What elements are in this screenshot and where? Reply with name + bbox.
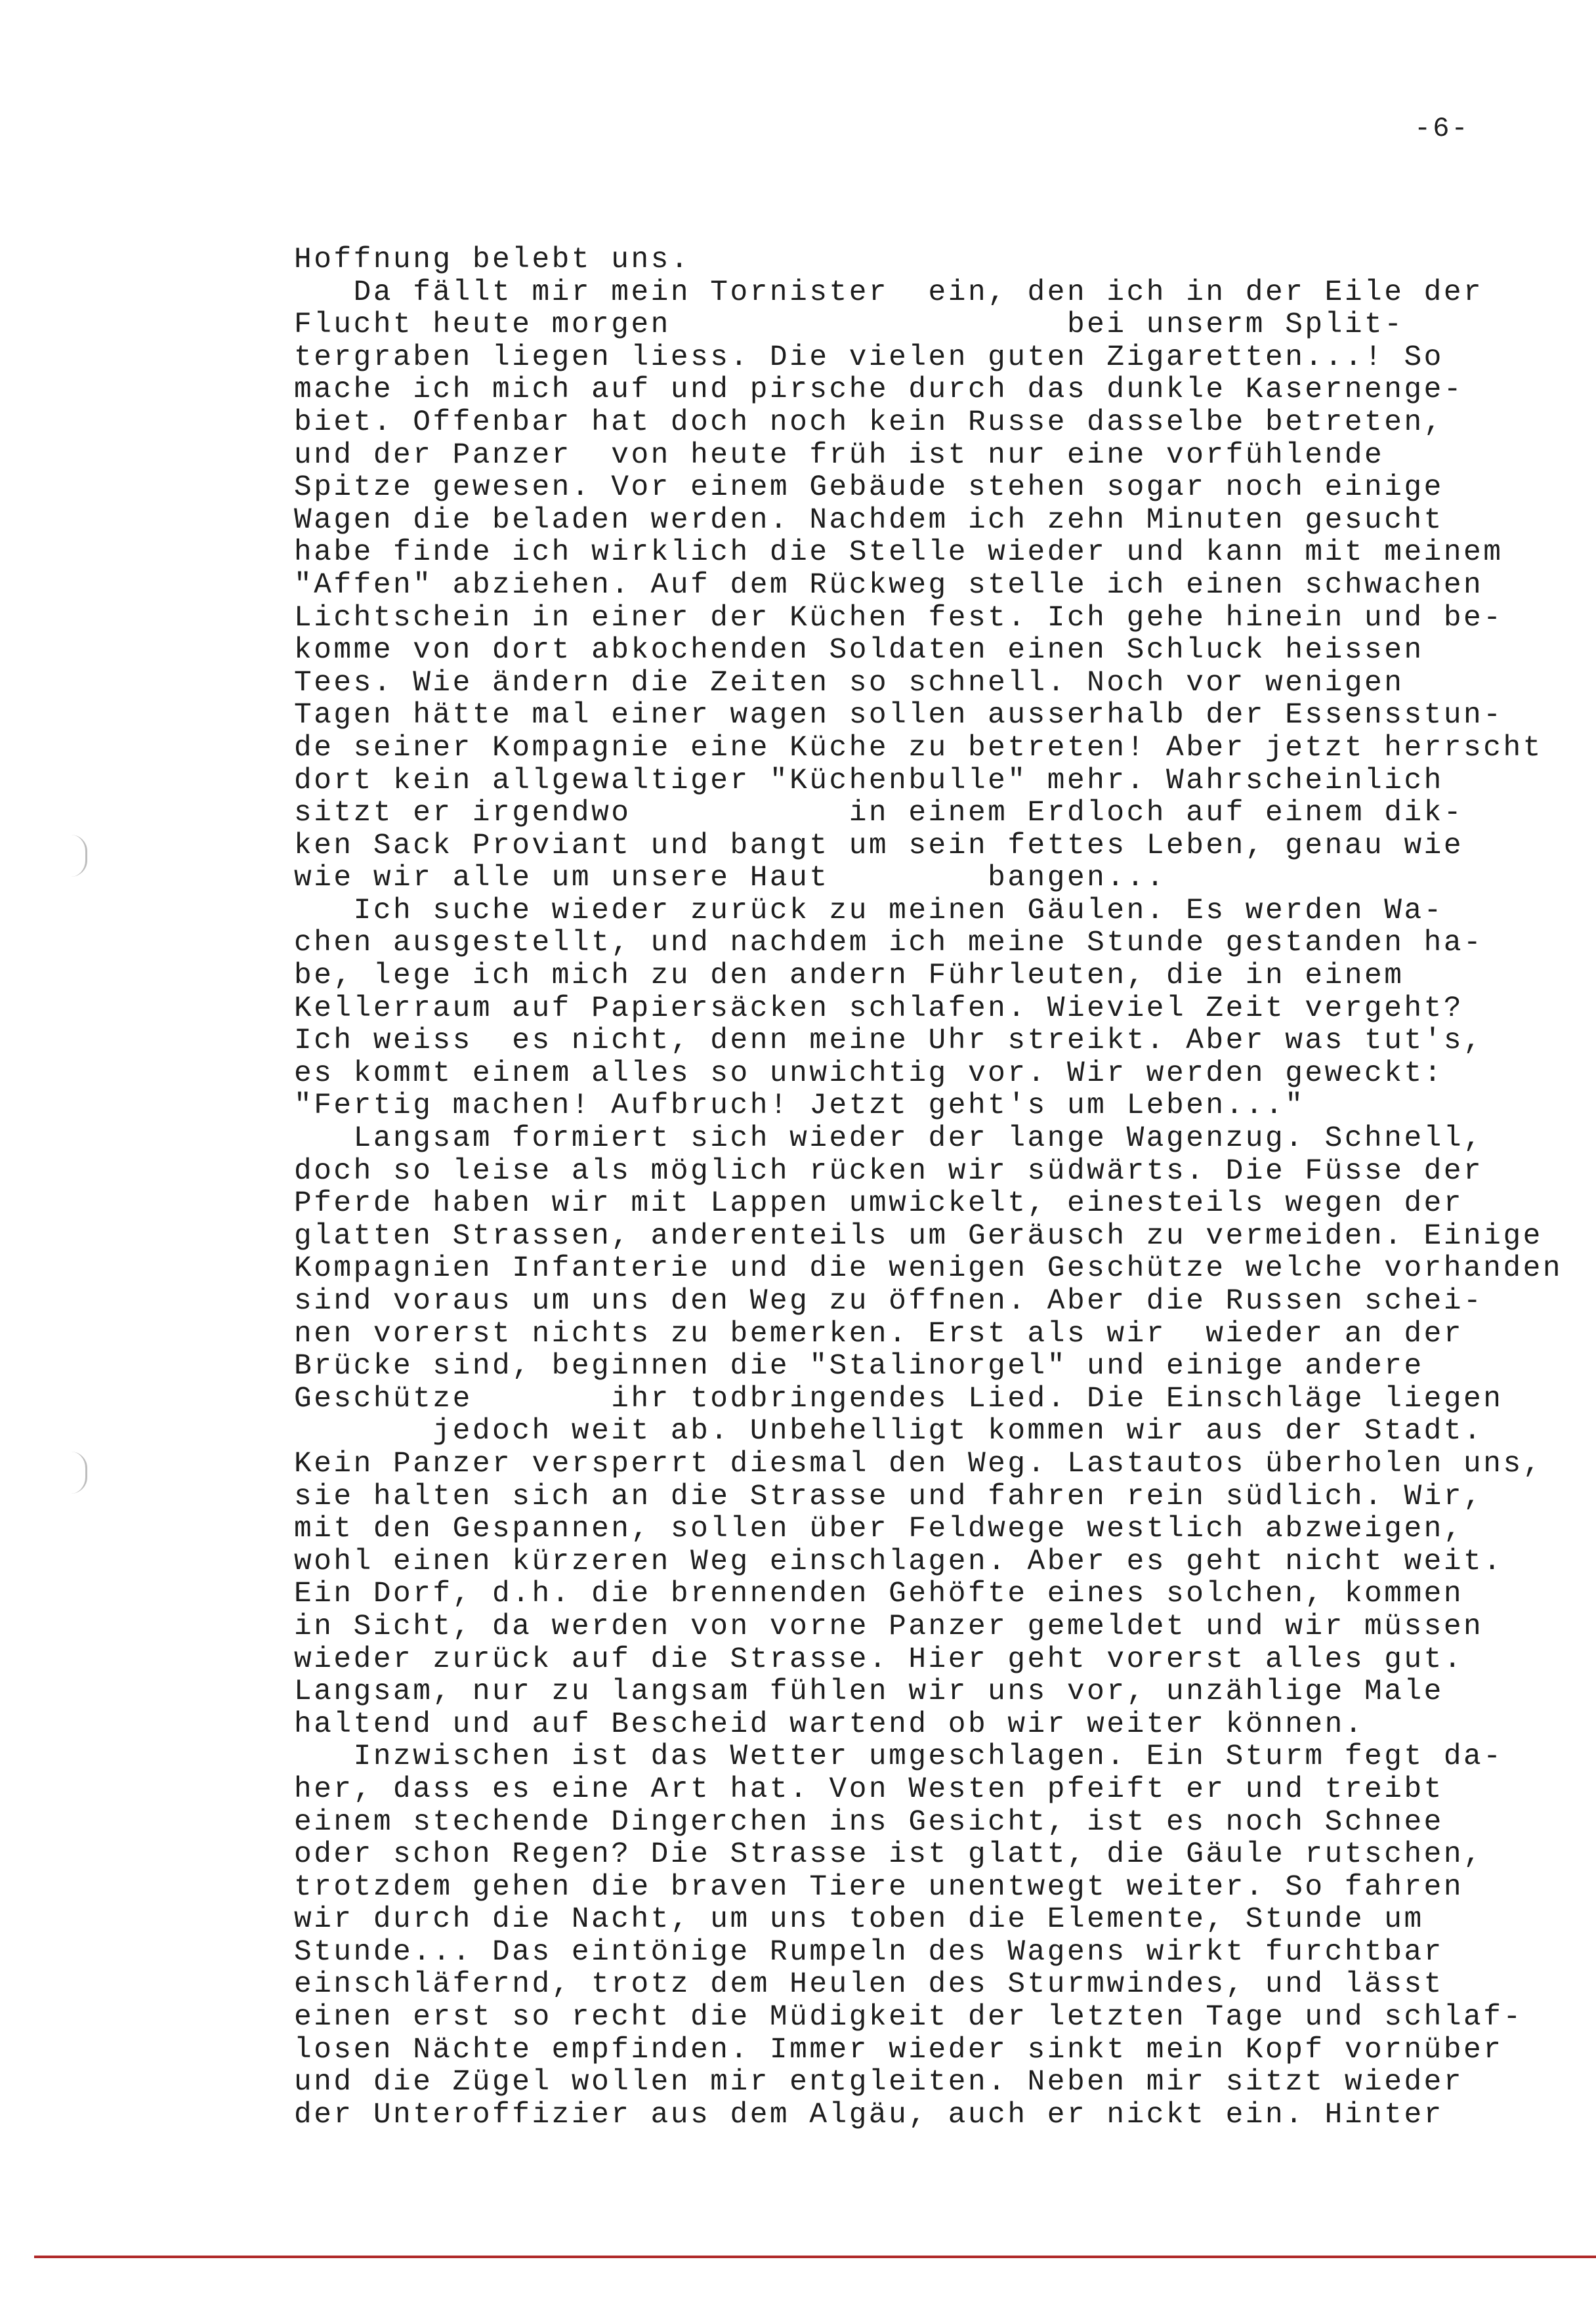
text-line: sie halten sich an die Strasse und fahren rein südlich. Wir, (294, 1480, 1484, 1513)
text-line: glatten Strassen, anderenteils um Geräusch zu vermeiden. Einige (294, 1219, 1543, 1253)
text-line: Stunde... Das eintönige Rumpeln des Wagens wirkt furchtbar (294, 1935, 1444, 1969)
text-line: Spitze gewesen. Vor einem Gebäude stehen sogar noch einige (294, 471, 1444, 505)
text-line: be, lege ich mich zu den andern Führleuten, die in einem (294, 959, 1404, 993)
text-line: wohl einen kürzeren Weg einschlagen. Aber es geht nicht weit. (294, 1545, 1503, 1578)
text-line: biet. Offenbar hat doch noch kein Russe dasselbe betreten, (294, 406, 1444, 439)
punch-hole-mark (71, 835, 87, 877)
text-line: Ich suche wieder zurück zu meinen Gäulen. Es werden Wa- (294, 894, 1444, 927)
typewritten-page-text (294, 243, 1563, 2132)
footer-rule (34, 2256, 1596, 2258)
text-line: "Fertig machen! Aufbruch! Jetzt geht's um Leben..." (294, 1089, 1305, 1123)
text-line: Ich weiss es nicht, denn meine Uhr streikt. Aber was tut's, (294, 1024, 1484, 1058)
text-line: wir durch die Nacht, um uns toben die Elemente, Stunde um (294, 1903, 1424, 1937)
text-line: wieder zurück auf die Strasse. Hier geht vorerst alles gut. (294, 1643, 1464, 1676)
text-line: Hoffnung belebt uns. (294, 243, 691, 276)
text-line: der Unteroffizier aus dem Algäu, auch er nickt ein. Hinter (294, 2098, 1444, 2132)
text-line: komme von dort abkochenden Soldaten einen Schluck heissen (294, 634, 1424, 667)
text-line: Wagen die beladen werden. Nachdem ich zehn Minuten gesucht (294, 503, 1444, 537)
text-line: Ein Dorf, d.h. die brennenden Gehöfte eines solchen, kommen (294, 1578, 1464, 1611)
text-line: nen vorerst nichts zu bemerken. Erst als wir wieder an der (294, 1317, 1464, 1351)
text-line: mit den Gespannen, sollen über Feldwege westlich abzweigen, (294, 1513, 1464, 1546)
text-line: Flucht heute morgen bei unserm Split- (294, 308, 1404, 342)
text-line: Kompagnien Infanterie und die wenigen Geschütze welche vorhanden (294, 1252, 1563, 1286)
text-line: Inzwischen ist das Wetter umgeschlagen. Ein Sturm fegt da- (294, 1740, 1503, 1774)
text-line: "Affen" abziehen. Auf dem Rückweg stelle ich einen schwachen (294, 568, 1484, 602)
text-line: trotzdem gehen die braven Tiere unentwegt weiter. So fahren (294, 1870, 1464, 1904)
text-line: de seiner Kompagnie eine Küche zu betreten! Aber jetzt herrscht (294, 731, 1543, 765)
text-line: sitzt er irgendwo in einem Erdloch auf einem dik- (294, 797, 1464, 830)
text-line: Kellerraum auf Papiersäcken schlafen. Wieviel Zeit vergeht? (294, 992, 1464, 1025)
text-line: tergraben liegen liess. Die vielen guten Zigaretten...! So (294, 341, 1444, 374)
text-line: dort kein allgewaltiger "Küchenbulle" mehr. Wahrscheinlich (294, 764, 1444, 797)
text-line: einem stechende Dingerchen ins Gesicht, ist es noch Schnee (294, 1805, 1444, 1839)
text-line: sind voraus um uns den Weg zu öffnen. Aber die Russen schei- (294, 1285, 1484, 1318)
text-line: ken Sack Proviant und bangt um sein fettes Leben, genau wie (294, 829, 1464, 862)
text-line: Tees. Wie ändern die Zeiten so schnell. Noch vor wenigen (294, 666, 1404, 700)
text-line: in Sicht, da werden von vorne Panzer gemeldet und wir müssen (294, 1610, 1484, 1643)
text-line: Geschütze ihr todbringendes Lied. Die Einschläge liegen (294, 1382, 1503, 1416)
text-line: Pferde haben wir mit Lappen umwickelt, einesteils wegen der (294, 1187, 1464, 1221)
text-line: Brücke sind, beginnen die "Stalinorgel" und einige andere (294, 1350, 1424, 1383)
text-line: wie wir alle um unsere Haut bangen... (294, 862, 1166, 895)
text-line: losen Nächte empfinden. Immer wieder sinkt mein Kopf vornüber (294, 2033, 1503, 2067)
text-line: her, dass es eine Art hat. Von Westen pfeift er und treibt (294, 1773, 1444, 1806)
text-line: Kein Panzer versperrt diesmal den Weg. Lastautos überholen uns, (294, 1447, 1543, 1480)
text-line: Da fällt mir mein Tornister ein, den ich in der Eile der (294, 276, 1484, 309)
text-line: und die Zügel wollen mir entgleiten. Neben mir sitzt wieder (294, 2066, 1464, 2099)
page-number: -6- (1414, 113, 1470, 144)
text-line: mache ich mich auf und pirsche durch das dunkle Kasernenge- (294, 373, 1464, 407)
text-line: doch so leise als möglich rücken wir südwärts. Die Füsse der (294, 1154, 1484, 1188)
text-line: einen erst so recht die Müdigkeit der letzten Tage und schlaf- (294, 2001, 1523, 2034)
text-line: Langsam, nur zu langsam fühlen wir uns vor, unzählige Male (294, 1675, 1444, 1709)
text-line: Lichtschein in einer der Küchen fest. Ich gehe hinein und be- (294, 601, 1503, 635)
text-line: habe finde ich wirklich die Stelle wieder und kann mit meinem (294, 536, 1503, 570)
text-line: oder schon Regen? Die Strasse ist glatt, die Gäule rutschen, (294, 1838, 1484, 1872)
text-line: und der Panzer von heute früh ist nur eine vorfühlende (294, 438, 1385, 472)
text-line: es kommt einem alles so unwichtig vor. Wir werden geweckt: (294, 1057, 1444, 1090)
text-line: haltend und auf Bescheid wartend ob wir weiter können. (294, 1708, 1365, 1741)
text-line: Tagen hätte mal einer wagen sollen ausserhalb der Essensstun- (294, 699, 1503, 732)
text-line: jedoch weit ab. Unbehelligt kommen wir aus der Stadt. (294, 1415, 1484, 1448)
text-line: Langsam formiert sich wieder der lange Wagenzug. Schnell, (294, 1122, 1484, 1156)
text-line: chen ausgestellt, und nachdem ich meine Stunde gestanden ha- (294, 927, 1484, 960)
punch-hole-mark (71, 1452, 87, 1494)
text-line: einschläfernd, trotz dem Heulen des Sturmwindes, und lässt (294, 1968, 1444, 2002)
